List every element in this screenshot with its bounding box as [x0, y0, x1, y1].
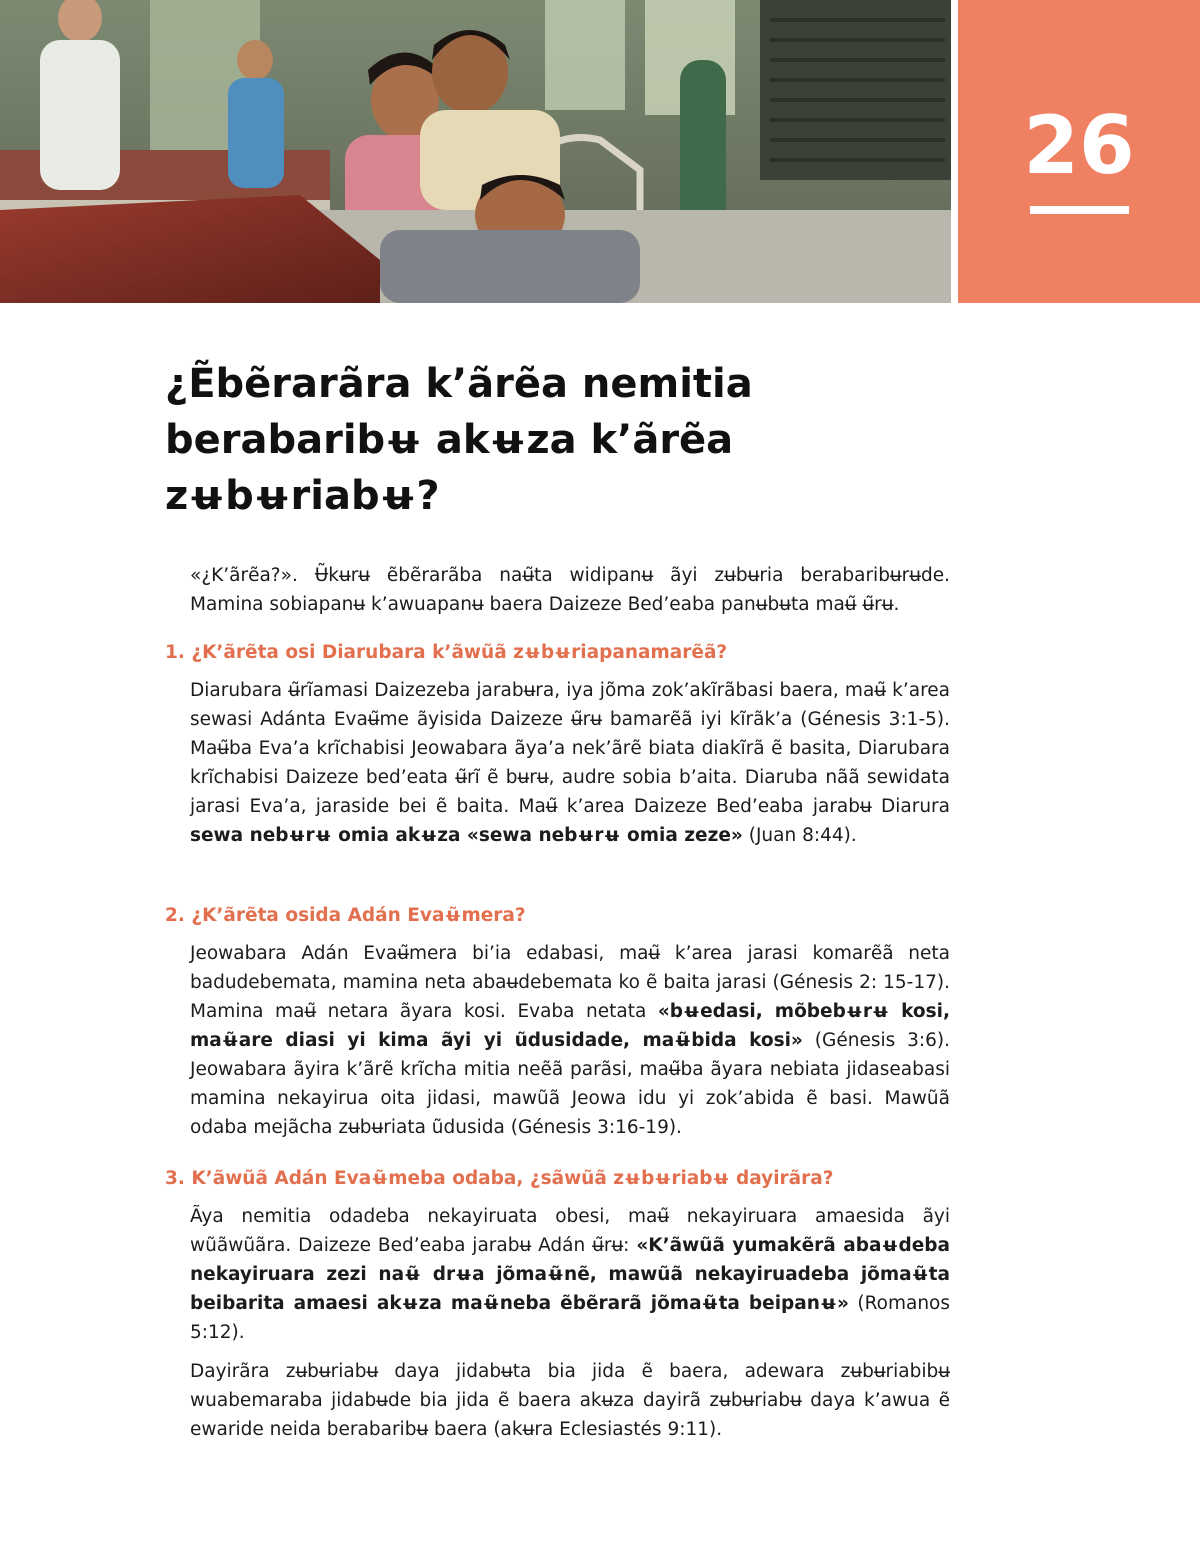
body-text: (Romanos 5:12).: [190, 1293, 950, 1343]
bold-quote-text: «K’ãwũã yumakẽrã abaʉdeba nekayiruara zezi naʉ̃ drʉa jõmaʉ̃nẽ, mawũã nekayiruadeba jõmaʉ̃ta beibarita amaesi akʉza maʉ̃neba ẽbẽrarã jõmaʉ̃ta beipanʉ»: [190, 1235, 950, 1314]
lesson-number: 26: [1023, 99, 1135, 192]
intro-paragraph: «¿K’ãrẽa?». Ʉ̃kʉrʉ ẽbẽrarãba naʉ̃ta widipanʉ ãyi zʉbʉria berabaribʉrʉde. Mamina sobiapanʉ k’awuapanʉ baera Daizeze Bed’eaba panʉbʉta maʉ̃ ʉ̃rʉ.: [190, 565, 950, 615]
bold-quote-text: «bʉedasi, mõbebʉrʉ kosi, maʉ̃are diasi yi kima ãyi yi ũdusidade, maʉ̃bida kosi»: [190, 1001, 950, 1051]
answer-3-paragraph-1: [190, 1202, 950, 1347]
body-text: Jeowabara Adán Evaʉ̃mera bi’ia edabasi, maʉ̃ k’area jarasi komarẽã neta badudebemata, mamina neta abaʉdebemata ko ẽ baita jarasi (Génesis 2: 15-17). Mamina maʉ̃ netara ãyara kosi. Evaba netata: [190, 943, 950, 1022]
answer-3-paragraph-2: [190, 1357, 950, 1444]
hospital-scene-photo: [0, 0, 951, 303]
body-text: (Juan 8:44).: [742, 825, 857, 846]
question-1: 1. ¿K’ãrẽta osi Diarubara k’ãwũã zʉbʉriapanamarẽã?: [165, 642, 728, 663]
answer-1-paragraph: [190, 676, 950, 850]
lesson-number-underline: [1030, 206, 1129, 214]
body-text: Ãya nemitia odadeba nekayiruata obesi, maʉ̃ nekayiruara amaesida ãyi wũãwũãra. Daizeze Bed’eaba jarabʉ Adán ʉ̃rʉ:: [190, 1206, 950, 1256]
hospital-scene-illustration: [0, 0, 951, 303]
page-title: ¿Ẽbẽrarãra k’ãrẽa nemitia berabaribʉ akʉza k’ãrẽa zʉbʉriabʉ?: [165, 361, 753, 519]
answer-2-paragraph: [190, 939, 950, 1142]
body-text: (Génesis 3:6). Jeowabara ãyira k’ãrẽ krĩcha mitia neẽã parãsi, maʉ̃ba ãyara nebiata jidaseabasi mamina nekayirua oita jidasi, mawũã Jeowa idu yi zok’abida ẽ basi. Mawũã odaba mejãcha zʉbʉriata ũdusida (Génesis 3:16-19).: [190, 1030, 951, 1138]
lesson-number-badge: [958, 0, 1200, 303]
body-text: Diarubara ʉ̃rĩamasi Daizezeba jarabʉra, iya jõma zok’akĩrãbasi baera, maʉ̃ k’area sewasi Adánta Evaʉ̃me ãyisida Daizeze ʉ̃rʉ bamarẽã iyi kĩrãk’a (Génesis 3:1-5). Maʉ̃ba Eva’a krĩchabisi Jeowabara ãya’a nek’ãrẽ biata diakĩrã ẽ basita, Diarubara krĩchabisi Daizeze bed’eata ʉ̃rĩ ẽ bʉrʉ, audre sobia b’aita. Diaruba nãã sewidata jarasi Eva’a, jaraside bei ẽ baita. Maʉ̃ k’area Daizeze Bed’eaba jarabʉ Diarura: [190, 680, 950, 817]
body-text: Dayirãra zʉbʉriabʉ daya jidabʉta bia jida ẽ baera, adewara zʉbʉriabibʉ wuabemaraba jidabʉde bia jida ẽ baera akʉza dayirã zʉbʉriabʉ daya k’awua ẽ ewaride neida berabaribʉ baera (akʉra Eclesiastés 9:11).: [190, 1361, 950, 1440]
question-2: 2. ¿K’ãrẽta osida Adán Evaʉ̃mera?: [165, 905, 526, 926]
bold-quote-text: sewa nebʉrʉ omia akʉza «sewa nebʉrʉ omia zeze»: [190, 825, 743, 846]
question-3: 3. K’ãwũã Adán Evaʉ̃meba odaba, ¿sãwũã zʉbʉriabʉ dayirãra?: [165, 1168, 834, 1189]
